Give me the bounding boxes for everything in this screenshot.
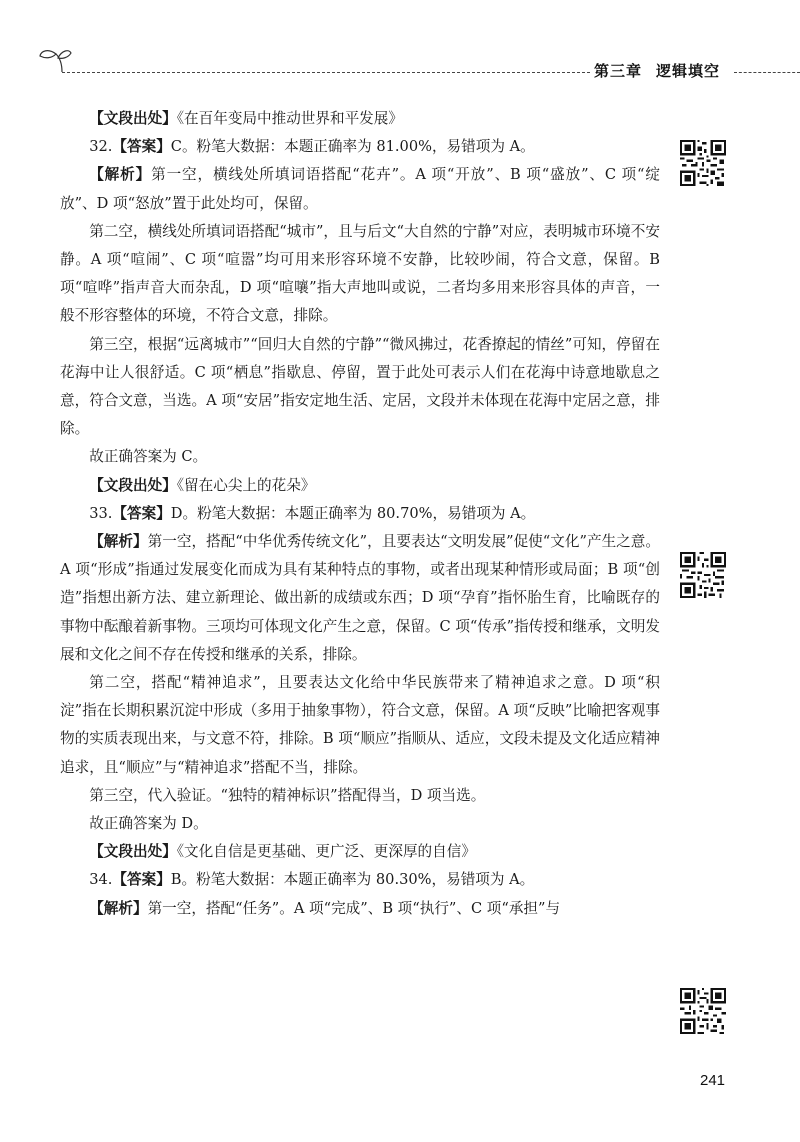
header-rule-right <box>734 72 800 73</box>
para-text: 第一空，搭配“任务”。A 项“完成”、B 项“执行”、C 项“承担”与 <box>147 899 561 917</box>
para-label: 【答案】 <box>112 138 171 156</box>
sprout-icon <box>38 46 72 74</box>
source-line <box>60 838 660 866</box>
conclusion-line: 故正确答案为 D。 <box>89 815 208 833</box>
answer-line <box>60 133 660 161</box>
qr-code-icon[interactable] <box>680 552 726 598</box>
question-number: 33. <box>89 504 113 522</box>
question-number: 34. <box>89 871 113 889</box>
source-line <box>60 105 660 133</box>
body-paragraph: 第二空，搭配“精神追求”，且要表达文化给中华民族带来了精神追求之意。D 项“积淀”指在长期积累沉淀中形成（多用于抽象事物），符合文意，保留。A 项“反映”比喻把客观事物的实质表现出来，与文意不符，排除。B 项“顺应”指顺从、适应，文段未提及文化适应精神追求，且“顺应”与“精神追求”搭配不当，排除。 <box>60 674 660 776</box>
para-label: 【文段出处】 <box>89 476 177 494</box>
chapter-number: 第三章 <box>594 62 643 80</box>
source-line <box>60 472 660 500</box>
para-text: 《在百年变局中推动世界和平发展》 <box>176 110 403 127</box>
question-number: 32. <box>89 138 113 156</box>
analysis-paragraph <box>60 528 660 669</box>
header-rule-left <box>62 72 590 73</box>
para-label: 【文段出处】 <box>89 843 177 861</box>
chapter-title <box>594 60 720 81</box>
para-text: C。粉笔大数据：本题正确率为 81.00%，易错项为 A。 <box>170 138 535 156</box>
para-label: 【解析】 <box>89 899 148 917</box>
para-text: B。粉笔大数据：本题正确率为 80.30%，易错项为 A。 <box>170 871 535 889</box>
para-label: 【答案】 <box>112 871 171 889</box>
page-number: 241 <box>700 1072 726 1089</box>
body-paragraph: 第三空，根据“远离城市”“回归大自然的宁静”“微风拂过，花香撩起的情丝”可知，停留在花海中让人很舒适。C 项“栖息”指歇息、停留，置于此处可表示人们在花海中诗意地歇息之意，符合文意，当选。A 项“安居”指安定地生活、定居，文段并未体现在花海中定居之意，排除。 <box>60 335 660 438</box>
para-text: 第一空，搭配“中华优秀传统文化”，且要表达“文明发展”促使“文化”产生之意。A 项“形成”指通过发展变化而成为具有某种特点的事物，或者出现某种情形或局面；B 项“创造”指想出新方法、建立新理论、做出新的成绩或东西；D 项“孕育”指怀胎生育，比喻既存的事物中酝酿着新事物。三项均可体现文化产生之意，保留。C 项“传承”指传授和继承，文明发展和文化之间不存在传授和继承的关系，排除。 <box>60 533 660 663</box>
body-paragraph: 第二空，横线处所填词语搭配“城市”，且与后文“大自然的宁静”对应，表明城市环境不安静。A 项“喧闹”、C 项“喧嚣”均可用来形容环境不安静，比较吵闹，符合文意，保留。B 项“喧哗”指声音大而杂乱，D 项“喧嚷”指大声地叫或说，二者均多用来形容具体的声音，一般不形容整体的环境，不符合文意，排除。 <box>60 222 660 325</box>
answer-line <box>60 866 660 894</box>
para-text: 《文化自信是更基础、更广泛、更深厚的自信》 <box>176 843 476 861</box>
para-text: D。粉笔大数据：本题正确率为 80.70%，易错项为 A。 <box>170 504 536 522</box>
body-paragraph: 第三空，代入验证。“独特的精神标识”搭配得当，D 项当选。 <box>89 786 486 804</box>
section-name: 逻辑填空 <box>656 62 721 80</box>
qr-code-icon[interactable] <box>680 140 726 186</box>
para-label: 【文段出处】 <box>89 110 177 127</box>
para-label: 【答案】 <box>112 504 171 522</box>
analysis-paragraph <box>60 161 660 217</box>
para-label: 【解析】 <box>89 533 148 551</box>
para-text: 《留在心尖上的花朵》 <box>176 476 316 494</box>
answer-line <box>60 500 660 528</box>
page-body <box>60 105 660 923</box>
analysis-paragraph <box>60 895 660 923</box>
qr-code-icon[interactable] <box>680 988 726 1034</box>
conclusion-line: 故正确答案为 C。 <box>89 448 208 466</box>
para-text: 第一空，横线处所填词语搭配“花卉”。A 项“开放”、B 项“盛放”、C 项“绽放”、D 项“怒放”置于此处均可，保留。 <box>60 166 660 212</box>
page-header <box>0 0 800 90</box>
para-label: 【解析】 <box>89 166 152 184</box>
